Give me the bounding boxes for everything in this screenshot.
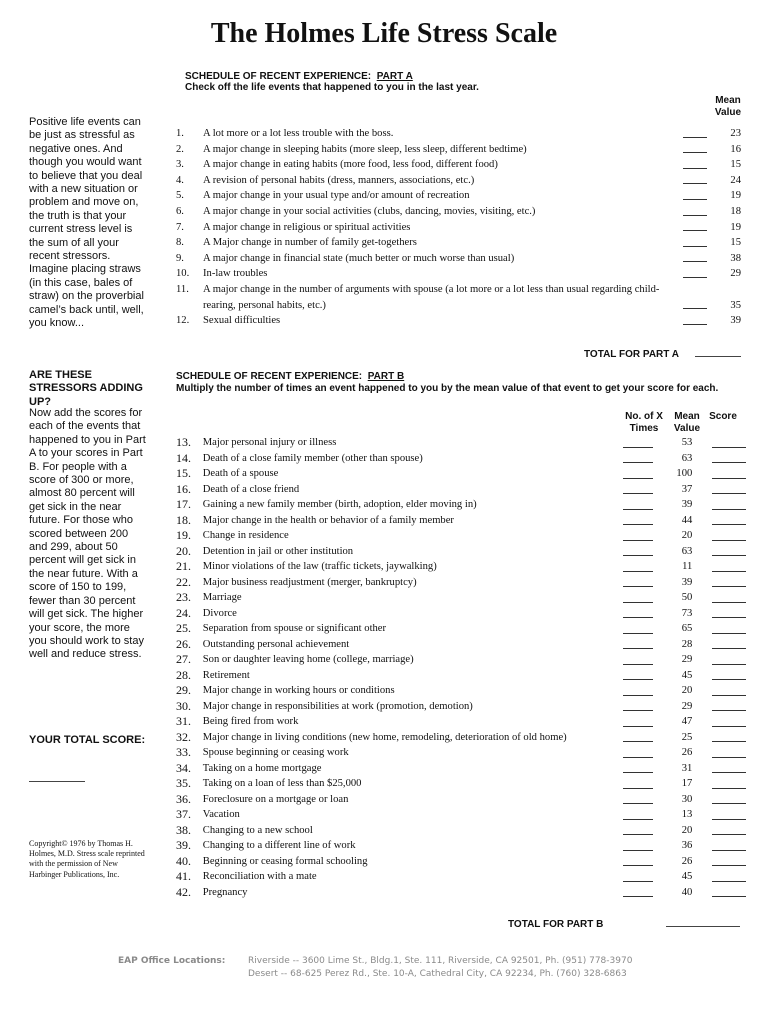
part-b-heading-label: PART B bbox=[367, 371, 405, 382]
event-text: A major change in eating habits (more food, less food, different food) bbox=[203, 159, 498, 171]
row-number: 1. bbox=[176, 128, 184, 139]
part-b-mean-header: Mean Value bbox=[673, 411, 701, 434]
part-b-row bbox=[176, 559, 746, 575]
mean-value: 29 bbox=[681, 654, 693, 665]
event-text: Beginning or ceasing formal schooling bbox=[202, 855, 368, 867]
score-blank[interactable] bbox=[712, 590, 746, 606]
event-text: A Major change in number of family get-togethers bbox=[203, 237, 417, 249]
row-number: 25. bbox=[176, 621, 191, 635]
times-blank[interactable] bbox=[623, 668, 653, 684]
row-number: 26. bbox=[176, 636, 191, 651]
mean-value: 29 bbox=[730, 268, 741, 280]
times-blank[interactable] bbox=[623, 807, 653, 823]
part-b-row bbox=[176, 807, 746, 823]
event-text: Marriage bbox=[202, 592, 242, 603]
mean-value: 31 bbox=[681, 762, 693, 774]
event-text: In-law troubles bbox=[203, 268, 268, 280]
footer-address-desert: Desert -- 68-625 Perez Rd., Ste. 10-A, Cathedral City, CA 92234, Ph. (760) 328-6863 bbox=[248, 969, 627, 979]
part-b-row bbox=[176, 451, 746, 467]
event-text: A major change in sleeping habits (more sleep, less sleep, different bedtime) bbox=[203, 143, 527, 155]
score-blank[interactable] bbox=[712, 792, 746, 808]
check-blank[interactable] bbox=[683, 235, 707, 251]
check-blank[interactable] bbox=[683, 157, 707, 173]
times-blank[interactable] bbox=[623, 792, 653, 808]
part-b-total-field[interactable] bbox=[666, 926, 740, 927]
mean-value: 45 bbox=[681, 669, 693, 681]
mean-value: 39 bbox=[730, 315, 741, 327]
mean-value: 35 bbox=[730, 299, 741, 311]
check-blank[interactable] bbox=[683, 126, 707, 142]
your-total-score-label: YOUR TOTAL SCORE: bbox=[29, 734, 146, 746]
row-number: 2. bbox=[176, 143, 184, 155]
part-b-row bbox=[176, 714, 746, 730]
times-blank[interactable] bbox=[623, 621, 653, 637]
event-text: Taking on a home mortgage bbox=[202, 762, 322, 774]
event-text: Changing to a new school bbox=[202, 824, 313, 836]
part-b-row bbox=[176, 513, 746, 529]
sidebar-intro-text: Positive life events can be just as stressful as negative ones. And though you would want to believe that you deal with a new situation or problem and move on, the truth is that your current stress level is the sum of all your recent stressors. Imagine placing straws (in this case, bales of straw) on the proverbial camel’s back until, well, you know... bbox=[29, 116, 144, 330]
event-text: Major change in living conditions (new home, remodeling, deterioration of old home) bbox=[202, 731, 567, 743]
check-blank[interactable] bbox=[683, 313, 707, 329]
row-number: 33. bbox=[176, 745, 191, 759]
row-number: 38. bbox=[176, 822, 191, 837]
event-text: Vacation bbox=[202, 809, 240, 820]
event-text: Sexual difficulties bbox=[203, 315, 281, 327]
times-blank[interactable] bbox=[623, 699, 653, 715]
part-a-row bbox=[176, 142, 746, 158]
times-blank[interactable] bbox=[623, 683, 653, 699]
score-blank[interactable] bbox=[712, 637, 746, 653]
event-text: Minor violations of the law (traffic tickets, jaywalking) bbox=[202, 561, 437, 572]
event-text: Reconciliation with a mate bbox=[202, 871, 317, 882]
part-b-row bbox=[176, 745, 746, 761]
footer-label: EAP Office Locations: bbox=[118, 956, 226, 966]
times-blank[interactable] bbox=[623, 482, 653, 498]
part-b-row bbox=[176, 590, 746, 606]
part-b-row bbox=[176, 621, 746, 637]
event-text: A major change in your social activities (clubs, dancing, movies, visiting, etc.) bbox=[203, 205, 536, 217]
mean-value: 44 bbox=[681, 514, 693, 526]
score-blank[interactable] bbox=[712, 513, 746, 529]
score-blank[interactable] bbox=[712, 885, 746, 901]
event-text: Pregnancy bbox=[202, 886, 248, 898]
mean-value: 20 bbox=[681, 530, 693, 541]
times-blank[interactable] bbox=[623, 637, 653, 653]
mean-value: 15 bbox=[730, 237, 741, 249]
check-blank[interactable] bbox=[683, 173, 707, 189]
event-text: Outstanding personal achievement bbox=[202, 638, 350, 650]
mean-value: 39 bbox=[681, 576, 693, 588]
score-blank[interactable] bbox=[712, 699, 746, 715]
score-blank[interactable] bbox=[712, 652, 746, 668]
row-number: 40. bbox=[176, 853, 191, 868]
times-blank[interactable] bbox=[623, 513, 653, 529]
your-total-score-field[interactable] bbox=[29, 781, 85, 782]
event-text: A lot more or a lot less trouble with the boss. bbox=[203, 128, 394, 139]
event-text: A major change in religious or spiritual activities bbox=[203, 221, 411, 233]
times-blank[interactable] bbox=[623, 761, 653, 777]
row-number: 9. bbox=[176, 252, 184, 264]
row-number: 7. bbox=[176, 221, 184, 233]
score-blank[interactable] bbox=[712, 606, 746, 622]
mean-value: 28 bbox=[681, 638, 693, 650]
mean-value: 36 bbox=[681, 840, 693, 851]
part-b-row bbox=[176, 637, 746, 653]
row-number: 42. bbox=[176, 884, 191, 899]
score-blank[interactable] bbox=[712, 482, 746, 498]
score-blank[interactable] bbox=[712, 497, 746, 513]
score-blank[interactable] bbox=[712, 854, 746, 870]
row-number: 12. bbox=[176, 315, 190, 327]
score-blank[interactable] bbox=[712, 838, 746, 854]
part-b-row bbox=[176, 606, 746, 622]
part-a-row bbox=[176, 282, 746, 313]
event-text: Death of a close family member (other than spouse) bbox=[202, 452, 423, 464]
score-blank[interactable] bbox=[712, 683, 746, 699]
event-text: A revision of personal habits (dress, manners, associations, etc.) bbox=[203, 174, 475, 186]
part-b-row bbox=[176, 528, 746, 544]
times-blank[interactable] bbox=[623, 528, 653, 544]
row-number: 4. bbox=[176, 174, 184, 186]
row-number: 35. bbox=[176, 776, 191, 790]
row-number: 19. bbox=[176, 528, 191, 542]
part-b-heading-prefix: SCHEDULE OF RECENT EXPERIENCE: bbox=[176, 371, 363, 382]
part-b-row bbox=[176, 482, 746, 498]
part-b-row bbox=[176, 792, 746, 808]
times-blank[interactable] bbox=[623, 745, 653, 761]
row-number: 41. bbox=[176, 869, 191, 883]
mean-value: 25 bbox=[681, 731, 693, 743]
footer-address-riverside: Riverside -- 3600 Lime St., Bldg.1, Ste. 111, Riverside, CA 92501, Ph. (951) 778-3970 bbox=[248, 956, 633, 966]
part-a-list bbox=[176, 126, 746, 329]
event-text: Separation from spouse or significant other bbox=[202, 623, 387, 634]
row-number: 6. bbox=[176, 205, 184, 217]
part-a-total-field[interactable] bbox=[695, 356, 741, 357]
times-blank[interactable] bbox=[623, 730, 653, 746]
event-text: A major change in financial state (much better or much worse than usual) bbox=[203, 252, 515, 264]
row-number: 39. bbox=[176, 838, 191, 852]
row-number: 28. bbox=[176, 667, 191, 682]
times-blank[interactable] bbox=[623, 435, 653, 451]
mean-value: 39 bbox=[681, 499, 693, 510]
part-a-row bbox=[176, 313, 746, 329]
times-blank[interactable] bbox=[623, 869, 653, 885]
mean-value: 16 bbox=[730, 143, 741, 155]
score-blank[interactable] bbox=[712, 466, 746, 482]
event-text: A major change in your usual type and/or amount of recreation bbox=[203, 190, 470, 202]
row-number: 24. bbox=[176, 605, 191, 620]
times-blank[interactable] bbox=[623, 466, 653, 482]
row-number: 16. bbox=[176, 481, 191, 496]
check-blank[interactable] bbox=[683, 204, 707, 220]
mean-value: 17 bbox=[681, 778, 693, 789]
part-b-row bbox=[176, 435, 746, 451]
event-text: Death of a spouse bbox=[202, 468, 279, 479]
times-blank[interactable] bbox=[623, 854, 653, 870]
part-a-mean-header: Mean Value bbox=[714, 95, 742, 118]
row-number: 10. bbox=[176, 268, 190, 280]
page-title: The Holmes Life Stress Scale bbox=[210, 18, 558, 49]
event-text: Major personal injury or illness bbox=[202, 437, 337, 448]
check-blank[interactable] bbox=[683, 251, 707, 267]
mean-value: 19 bbox=[730, 221, 741, 233]
part-b-row bbox=[176, 575, 746, 591]
mean-value: 40 bbox=[681, 886, 693, 898]
mean-value: 47 bbox=[681, 716, 693, 727]
row-number: 36. bbox=[176, 791, 191, 806]
mean-value: 20 bbox=[681, 685, 693, 696]
score-blank[interactable] bbox=[712, 869, 746, 885]
event-text: Major business readjustment (merger, bankruptcy) bbox=[202, 576, 417, 588]
mean-value: 100 bbox=[676, 468, 693, 479]
event-text: Major change in responsibilities at work (promotion, demotion) bbox=[202, 700, 473, 712]
row-number: 14. bbox=[176, 450, 191, 465]
times-blank[interactable] bbox=[623, 544, 653, 560]
times-blank[interactable] bbox=[623, 885, 653, 901]
row-number: 8. bbox=[176, 237, 184, 249]
event-text: A major change in the number of arguments with spouse (a lot more or a lot less than usual regarding child-rearing, personal habits, etc.) bbox=[203, 283, 660, 311]
mean-value: 38 bbox=[730, 252, 741, 264]
event-text: Death of a close friend bbox=[202, 483, 300, 495]
mean-value: 50 bbox=[681, 592, 693, 603]
event-text: Being fired from work bbox=[202, 716, 299, 727]
part-a-heading-prefix: SCHEDULE OF RECENT EXPERIENCE: bbox=[185, 71, 372, 82]
score-blank[interactable] bbox=[712, 745, 746, 761]
score-blank[interactable] bbox=[712, 823, 746, 839]
times-blank[interactable] bbox=[623, 838, 653, 854]
row-number: 11. bbox=[176, 283, 189, 295]
mean-value: 24 bbox=[730, 174, 741, 186]
score-blank[interactable] bbox=[712, 575, 746, 591]
row-number: 3. bbox=[176, 159, 184, 171]
score-blank[interactable] bbox=[712, 544, 746, 560]
score-blank[interactable] bbox=[712, 714, 746, 730]
row-number: 20. bbox=[176, 543, 191, 558]
row-number: 23. bbox=[176, 590, 191, 604]
row-number: 13. bbox=[176, 435, 191, 449]
check-blank[interactable] bbox=[683, 220, 707, 236]
sidebar-heading: ARE THESE STRESSORS ADDING UP? bbox=[29, 369, 143, 408]
times-blank[interactable] bbox=[623, 823, 653, 839]
event-text: Major change in the health or behavior of a family member bbox=[202, 514, 454, 526]
row-number: 29. bbox=[176, 683, 191, 697]
part-a-heading-label: PART A bbox=[376, 71, 413, 82]
event-text: Change in residence bbox=[202, 530, 289, 541]
mean-value: 18 bbox=[730, 205, 741, 217]
mean-value: 26 bbox=[681, 747, 693, 758]
score-blank[interactable] bbox=[712, 807, 746, 823]
score-blank[interactable] bbox=[712, 435, 746, 451]
part-b-row bbox=[176, 885, 746, 901]
score-blank[interactable] bbox=[712, 451, 746, 467]
mean-value: 45 bbox=[681, 871, 693, 882]
part-b-row bbox=[176, 823, 746, 839]
part-a-row bbox=[176, 251, 746, 267]
score-blank[interactable] bbox=[712, 730, 746, 746]
part-a-row bbox=[176, 266, 746, 282]
mean-value: 15 bbox=[730, 159, 741, 171]
mean-value: 23 bbox=[730, 128, 741, 139]
row-number: 18. bbox=[176, 512, 191, 527]
part-b-heading bbox=[176, 371, 404, 382]
mean-value: 53 bbox=[681, 437, 693, 448]
mean-value: 65 bbox=[681, 623, 693, 634]
times-blank[interactable] bbox=[623, 776, 653, 792]
mean-value: 20 bbox=[681, 824, 693, 836]
times-blank[interactable] bbox=[623, 714, 653, 730]
part-a-row bbox=[176, 220, 746, 236]
part-a-instruction: Check off the life events that happened to you in the last year. bbox=[185, 82, 479, 93]
score-blank[interactable] bbox=[712, 621, 746, 637]
row-number: 31. bbox=[176, 714, 191, 728]
part-b-times-header: No. of X Times bbox=[625, 411, 663, 434]
mean-value: 30 bbox=[681, 793, 693, 805]
part-b-row bbox=[176, 683, 746, 699]
part-a-row bbox=[176, 173, 746, 189]
event-text: Retirement bbox=[202, 669, 250, 681]
row-number: 22. bbox=[176, 574, 191, 589]
event-text: Son or daughter leaving home (college, marriage) bbox=[202, 654, 414, 665]
part-b-row bbox=[176, 466, 746, 482]
times-blank[interactable] bbox=[623, 590, 653, 606]
times-blank[interactable] bbox=[623, 575, 653, 591]
part-b-row bbox=[176, 776, 746, 792]
mean-value: 13 bbox=[681, 809, 693, 820]
sidebar-body-text: Now add the scores for each of the events that happened to you in Part A to your scores in Part B. For people with a score of 300 or more, almost 80 percent will get sick in the near future. For those who scored between 200 and 299, about 50 percent will get sick in the near future. With a score of 150 to 199, fewer than 30 percent will get sick. The higher your score, the more you should work to stay well and reduce stress. bbox=[29, 407, 146, 661]
row-number: 34. bbox=[176, 760, 191, 775]
part-a-row bbox=[176, 157, 746, 173]
part-b-instruction: Multiply the number of times an event happened to you by the mean value of that event to get your score for each. bbox=[176, 383, 719, 394]
times-blank[interactable] bbox=[623, 652, 653, 668]
part-b-row bbox=[176, 652, 746, 668]
mean-value: 29 bbox=[681, 700, 693, 712]
part-b-row bbox=[176, 838, 746, 854]
row-number: 37. bbox=[176, 807, 191, 821]
part-a-row bbox=[176, 126, 746, 142]
mean-value: 73 bbox=[681, 607, 693, 619]
event-text: Major change in working hours or conditions bbox=[202, 685, 395, 696]
times-blank[interactable] bbox=[623, 451, 653, 467]
row-number: 21. bbox=[176, 559, 191, 573]
score-blank[interactable] bbox=[712, 761, 746, 777]
part-b-row bbox=[176, 730, 746, 746]
event-text: Taking on a loan of less than $25,000 bbox=[202, 778, 362, 789]
part-a-row bbox=[176, 235, 746, 251]
score-blank[interactable] bbox=[712, 528, 746, 544]
check-blank[interactable] bbox=[683, 188, 707, 204]
score-blank[interactable] bbox=[712, 559, 746, 575]
part-b-row bbox=[176, 761, 746, 777]
times-blank[interactable] bbox=[623, 559, 653, 575]
row-number: 15. bbox=[176, 466, 191, 480]
mean-value: 63 bbox=[681, 452, 693, 464]
part-a-heading bbox=[185, 71, 413, 82]
part-b-row bbox=[176, 544, 746, 560]
mean-value: 63 bbox=[681, 545, 693, 557]
row-number: 17. bbox=[176, 497, 191, 511]
times-blank[interactable] bbox=[623, 497, 653, 513]
event-text: Detention in jail or other institution bbox=[202, 545, 354, 557]
mean-value: 26 bbox=[681, 855, 693, 867]
mean-value: 37 bbox=[681, 483, 693, 495]
copyright-notice: Copyright© 1976 by Thomas H. Holmes, M.D. Stress scale reprinted with the permission of New Harbinger Publications, Inc. bbox=[29, 839, 145, 879]
score-blank[interactable] bbox=[712, 668, 746, 684]
event-text: Gaining a new family member (birth, adoption, elder moving in) bbox=[202, 499, 477, 510]
part-b-score-header: Score bbox=[709, 411, 737, 422]
check-blank[interactable] bbox=[683, 142, 707, 158]
part-a-row bbox=[176, 188, 746, 204]
event-text: Spouse beginning or ceasing work bbox=[202, 747, 349, 758]
part-b-total-label: TOTAL FOR PART B bbox=[508, 919, 604, 930]
part-b-row bbox=[176, 869, 746, 885]
event-text: Changing to a different line of work bbox=[202, 840, 356, 851]
part-a-total-label: TOTAL FOR PART A bbox=[584, 349, 679, 360]
mean-value: 11 bbox=[682, 561, 693, 572]
row-number: 30. bbox=[176, 698, 191, 713]
row-number: 5. bbox=[176, 190, 184, 202]
event-text: Foreclosure on a mortgage or loan bbox=[202, 793, 349, 805]
mean-value: 19 bbox=[730, 190, 741, 202]
part-a-row bbox=[176, 204, 746, 220]
footer-addresses bbox=[248, 955, 768, 981]
part-b-row bbox=[176, 668, 746, 684]
part-b-row bbox=[176, 854, 746, 870]
part-b-row bbox=[176, 699, 746, 715]
part-b-list bbox=[176, 435, 746, 900]
row-number: 32. bbox=[176, 729, 191, 744]
times-blank[interactable] bbox=[623, 606, 653, 622]
part-b-row bbox=[176, 497, 746, 513]
row-number: 27. bbox=[176, 652, 191, 666]
score-blank[interactable] bbox=[712, 776, 746, 792]
check-blank[interactable] bbox=[683, 266, 707, 282]
event-text: Divorce bbox=[202, 607, 237, 619]
